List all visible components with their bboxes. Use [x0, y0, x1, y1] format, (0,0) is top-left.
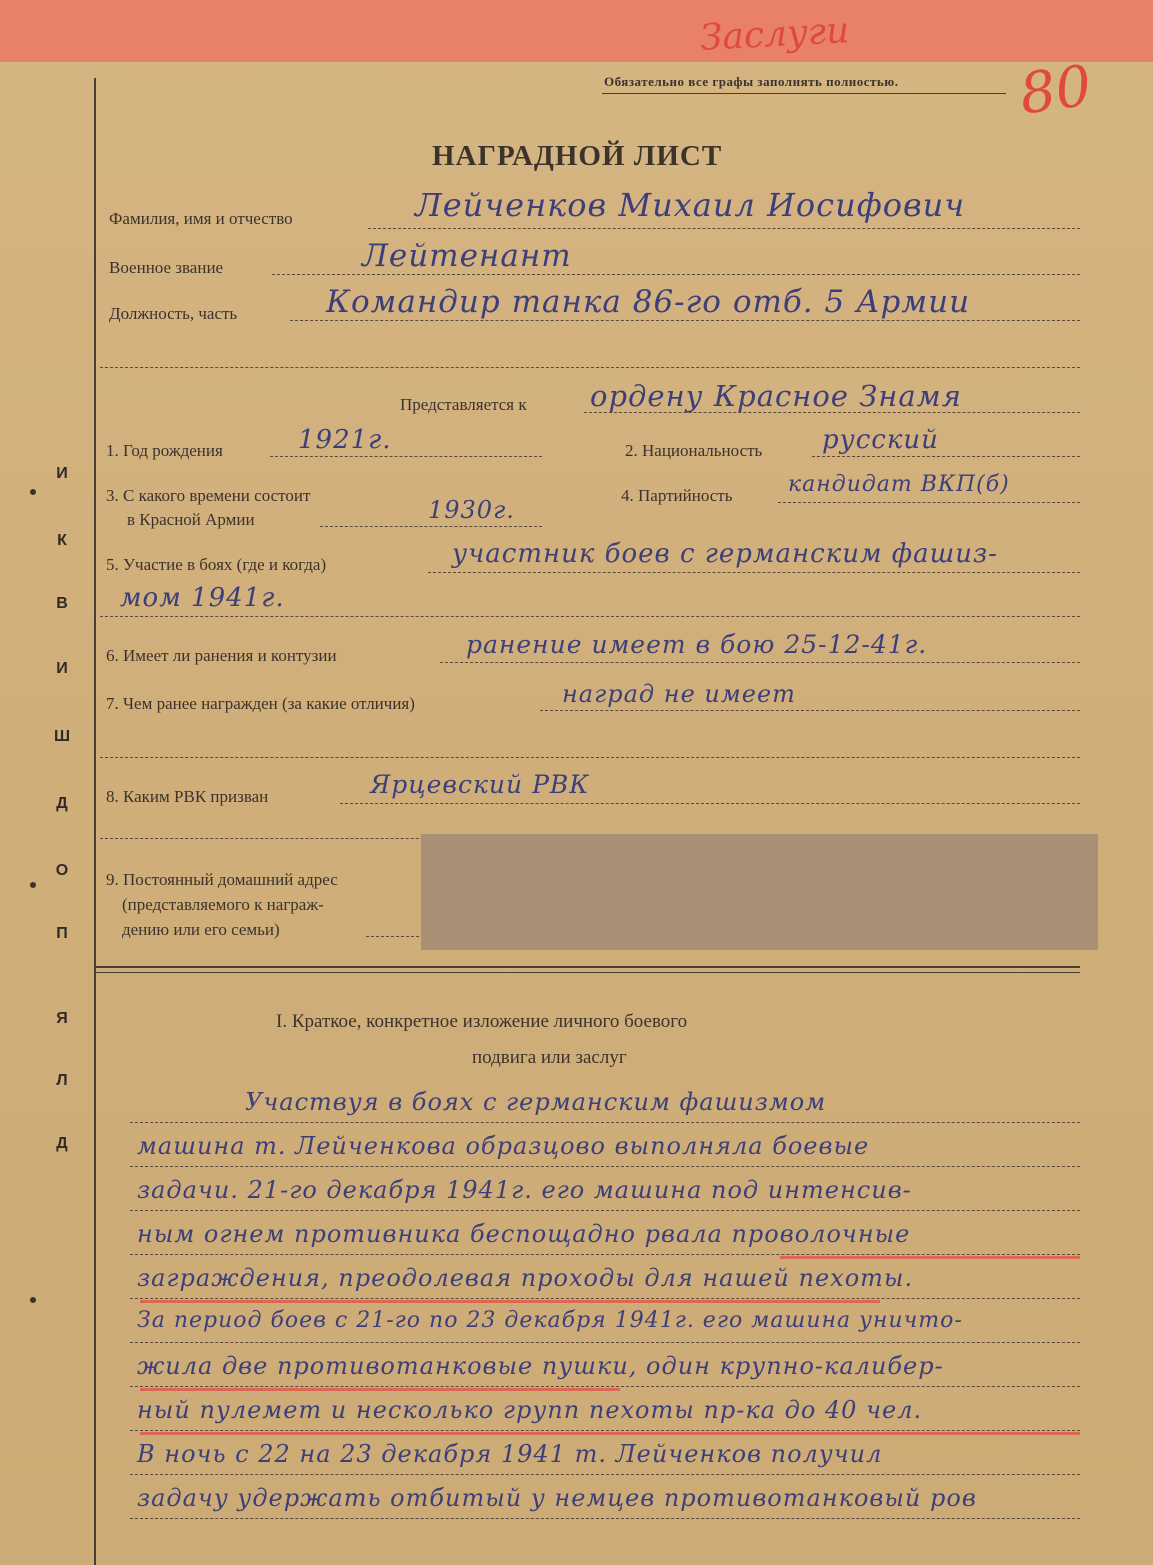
side-letter: К	[57, 532, 67, 549]
name-line	[368, 228, 1080, 229]
address-label-2: (представляемого к награж-	[122, 895, 324, 914]
prior-awards-label: 7. Чем ранее награжден (за какие отличия)	[106, 694, 415, 713]
party-line	[778, 502, 1080, 503]
combat-label: 5. Участие в боях (где и когда)	[106, 555, 327, 574]
side-letter: В	[56, 595, 68, 612]
narrative-line: задачу удержать отбитый у немцев противотанковый ров	[137, 1484, 977, 1512]
rank-line	[272, 274, 1080, 275]
side-letter: П	[56, 925, 68, 942]
service-since-label-2: в Красной Армии	[127, 510, 255, 529]
award-value: ордену Красное Знамя	[590, 379, 962, 413]
name-value: Лейченков Михаил Иосифович	[415, 186, 966, 224]
birth-year-line	[270, 456, 542, 457]
ruled-line	[130, 1342, 1080, 1343]
wounds-label: 6. Имеет ли ранения и контузии	[106, 646, 337, 665]
nationality-value: русский	[822, 425, 939, 455]
red-annotation: Заслуги	[699, 10, 851, 59]
narrative-line: жила две противотанковые пушки, один крупно-калибер-	[137, 1352, 944, 1380]
birth-year-value: 1921г.	[298, 425, 392, 455]
side-letter: Ш	[53, 728, 71, 745]
narrative-line: задачи. 21-го декабря 1941г. его машина под интенсив-	[137, 1176, 912, 1204]
narrative-line: ный пулемет и несколько групп пехоты пр-ка до 40 чел.	[137, 1396, 923, 1424]
side-letter: Д	[56, 1135, 68, 1152]
section-divider	[96, 966, 1080, 968]
binding-hole	[30, 489, 36, 495]
combat-value-2: мом 1941г.	[120, 583, 285, 613]
party-label: 4. Партийность	[621, 486, 733, 505]
top-color-band	[0, 0, 1153, 62]
combat-line-2	[100, 616, 1080, 617]
name-label: Фамилия, имя и отчество	[109, 209, 293, 228]
party-value: кандидат ВКП(б)	[788, 472, 1010, 497]
wounds-line	[440, 662, 1080, 663]
side-letter: О	[55, 862, 69, 879]
side-letter: Я	[56, 1010, 68, 1027]
rank-label: Военное звание	[109, 258, 224, 277]
award-label: Представляется к	[400, 395, 527, 414]
side-letter: Л	[56, 1072, 68, 1089]
binding-hole	[30, 882, 36, 888]
ruled-line	[130, 1518, 1080, 1519]
narrative-line: Участвуя в боях с германским фашизмом	[245, 1088, 827, 1116]
rank-value: Лейтенант	[362, 238, 572, 274]
address-label-3: дению или его семьи)	[122, 920, 280, 939]
narrative-line: За период боев с 21-го по 23 декабря 1941г. его машина уничто-	[137, 1308, 963, 1333]
service-since-value: 1930г.	[428, 496, 515, 524]
corner-number: 80	[1015, 53, 1096, 128]
service-since-line	[320, 526, 542, 527]
section-heading-1: I. Краткое, конкретное изложение личного боевого	[276, 1011, 688, 1032]
side-letter: И	[56, 465, 68, 482]
combat-value-1: участник боев с германским фашиз-	[452, 539, 998, 569]
ruled-line	[130, 1210, 1080, 1211]
combat-line-1	[428, 572, 1080, 573]
red-underline	[780, 1256, 1080, 1259]
binding-hole	[30, 1297, 36, 1303]
address-label-1: 9. Постоянный домашний адрес	[106, 870, 338, 889]
margin-rule	[94, 78, 96, 1565]
section-divider-thin	[96, 972, 1080, 973]
blank-line	[100, 757, 1080, 758]
instruction-text: Обязательно все графы заполнять полностью.	[604, 74, 899, 89]
ruled-line	[130, 1386, 1080, 1387]
red-underline	[140, 1432, 1080, 1435]
nationality-line	[812, 456, 1080, 457]
narrative-line: заграждения, преодолевая проходы для нашей пехоты.	[137, 1264, 914, 1292]
rvk-line	[340, 803, 1080, 804]
ruled-line	[130, 1122, 1080, 1123]
service-since-label-1: 3. С какого времени состоит	[106, 486, 311, 505]
position-label: Должность, часть	[109, 304, 238, 323]
prior-awards-value: наград не имеет	[562, 680, 796, 708]
narrative-line: В ночь с 22 на 23 декабря 1941 т. Лейченков получил	[137, 1440, 883, 1468]
side-letter: И	[56, 660, 68, 677]
ruled-line	[130, 1254, 1080, 1255]
prior-awards-line	[540, 710, 1080, 711]
red-underline	[140, 1300, 880, 1303]
blank-line	[100, 367, 1080, 368]
red-underline	[140, 1388, 620, 1391]
section-heading-2: подвига или заслуг	[472, 1047, 627, 1068]
position-line	[290, 320, 1080, 321]
position-value: Командир танка 86-го отб. 5 Армии	[326, 284, 971, 320]
narrative-line: ным огнем противника беспощадно рвала проволочные	[137, 1220, 911, 1248]
ruled-line	[130, 1474, 1080, 1475]
rvk-label: 8. Каким РВК призван	[106, 787, 269, 806]
ruled-line	[130, 1166, 1080, 1167]
wounds-value: ранение имеет в бою 25-12-41г.	[466, 630, 928, 659]
ruled-line	[130, 1298, 1080, 1299]
document-title: НАГРАДНОЙ ЛИСТ	[432, 140, 723, 172]
redacted-address	[421, 834, 1098, 950]
instruction-underline	[602, 93, 1006, 94]
narrative-line: машина т. Лейченкова образцово выполняла боевые	[137, 1132, 870, 1160]
nationality-label: 2. Национальность	[625, 441, 763, 460]
ruled-line	[130, 1430, 1080, 1431]
birth-year-label: 1. Год рождения	[106, 441, 223, 460]
rvk-value: Ярцевский РВК	[370, 770, 590, 799]
side-letter: Д	[56, 795, 68, 812]
